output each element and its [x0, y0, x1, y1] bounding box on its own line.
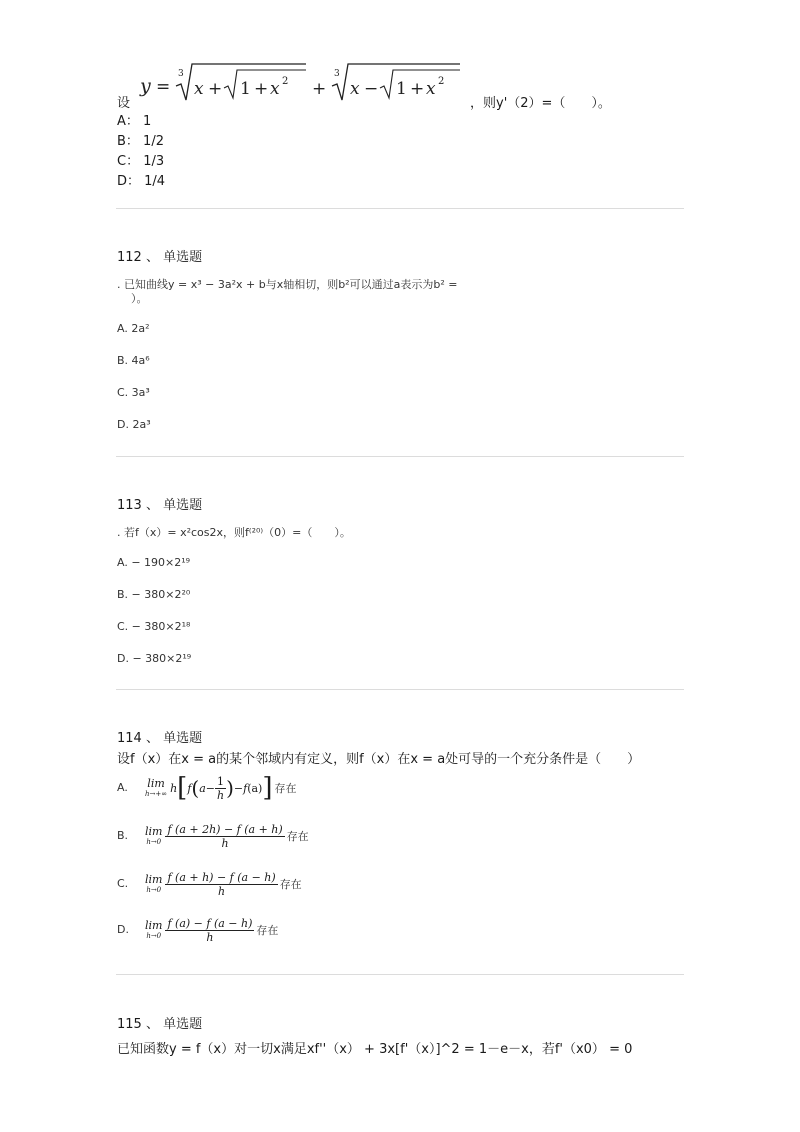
- exists-label: 存在: [274, 782, 297, 795]
- svg-text:+: +: [410, 79, 425, 99]
- svg-text:1: 1: [396, 79, 407, 99]
- q113-option-c[interactable]: C. − 380×2¹⁸: [117, 620, 191, 633]
- q112-header: 112 、 单选题: [117, 250, 203, 265]
- q113-stem: . 若f（x）= x²cos2x，则f⁽²⁰⁾（0）=（ ）。: [117, 526, 351, 539]
- q112-stem-line1: . 已知曲线y = x³ − 3a²x + b与x轴相切，则b²可以通过a表示为b² =: [117, 278, 458, 291]
- svg-text:x: x: [194, 79, 204, 99]
- svg-text:−: −: [364, 79, 379, 99]
- q111-formula: [136, 58, 466, 110]
- q114-header: 114 、 单选题: [117, 731, 203, 746]
- svg-text:=: =: [156, 77, 171, 97]
- exists-label: 存在: [279, 878, 302, 891]
- q111-option-d[interactable]: D： 1/4: [117, 174, 166, 189]
- q114-stem: 设f（x）在x = a的某个邻域内有定义，则f（x）在x = a处可导的一个充分条件是（ ）: [117, 752, 641, 767]
- q113-option-d[interactable]: D. − 380×2¹⁹: [117, 652, 192, 665]
- exists-label: 存在: [256, 924, 279, 937]
- svg-text:+: +: [254, 79, 269, 99]
- q113-option-a[interactable]: A. − 190×2¹⁹: [117, 556, 191, 569]
- divider: [116, 456, 684, 457]
- svg-text:+: +: [208, 79, 223, 99]
- q112-option-c[interactable]: C. 3a³: [117, 386, 150, 399]
- q111-prefix: 设: [117, 96, 131, 111]
- svg-text:x: x: [426, 79, 436, 99]
- svg-text:1: 1: [240, 79, 251, 99]
- svg-text:2: 2: [282, 76, 289, 87]
- q114-option-c[interactable]: C. lim h→0 $\frac{f (a + h) - f (a - h)}{h}$ 存在: [117, 870, 302, 898]
- q111-option-b[interactable]: B： 1/2: [117, 134, 164, 149]
- q112-option-d[interactable]: D. 2a³: [117, 418, 151, 431]
- q112-stem-line2: ）。: [131, 292, 148, 305]
- exists-label: 存在: [286, 830, 309, 843]
- q111-option-a[interactable]: A： 1: [117, 114, 152, 129]
- svg-text:3: 3: [178, 69, 184, 79]
- divider: [116, 689, 684, 690]
- q111-option-c[interactable]: C： 1/3: [117, 154, 165, 169]
- q113-header: 113 、 单选题: [117, 498, 203, 513]
- svg-text:+: +: [312, 79, 327, 99]
- svg-text:2: 2: [438, 76, 445, 87]
- svg-text:x: x: [270, 79, 280, 99]
- divider: [116, 974, 684, 975]
- svg-text:y: y: [140, 75, 151, 97]
- question-111: [0, 0, 800, 200]
- svg-text:3: 3: [334, 69, 340, 79]
- q112-option-b[interactable]: B. 4a⁶: [117, 354, 150, 367]
- divider: [116, 208, 684, 209]
- q112-option-a[interactable]: A. 2a²: [117, 322, 150, 335]
- svg-text:x: x: [350, 79, 360, 99]
- q114-option-a[interactable]: A. lim h→+∞ h [ f ( a − $\frac{1}{h}$ ) − f (a) ] 存在: [117, 773, 297, 803]
- q113-option-b[interactable]: B. − 380×2²⁰: [117, 588, 191, 601]
- q115-header: 115 、 单选题: [117, 1017, 203, 1032]
- q111-suffix: ，则y'（2）=（ ）。: [470, 96, 611, 111]
- q115-stem: 已知函数y = f（x）对一切x满足xf''（x） + 3x[f'（x）]^2 = 1－e－x，若f'（x0） = 0: [117, 1042, 633, 1057]
- q114-option-d[interactable]: D. lim h→0 $\frac{f (a) - f (a - h)}{h}$ 存在: [117, 916, 279, 944]
- q114-option-b[interactable]: B. lim h→0 $\frac{f (a + 2h) - f (a + h)}{h}$ 存在: [117, 822, 309, 850]
